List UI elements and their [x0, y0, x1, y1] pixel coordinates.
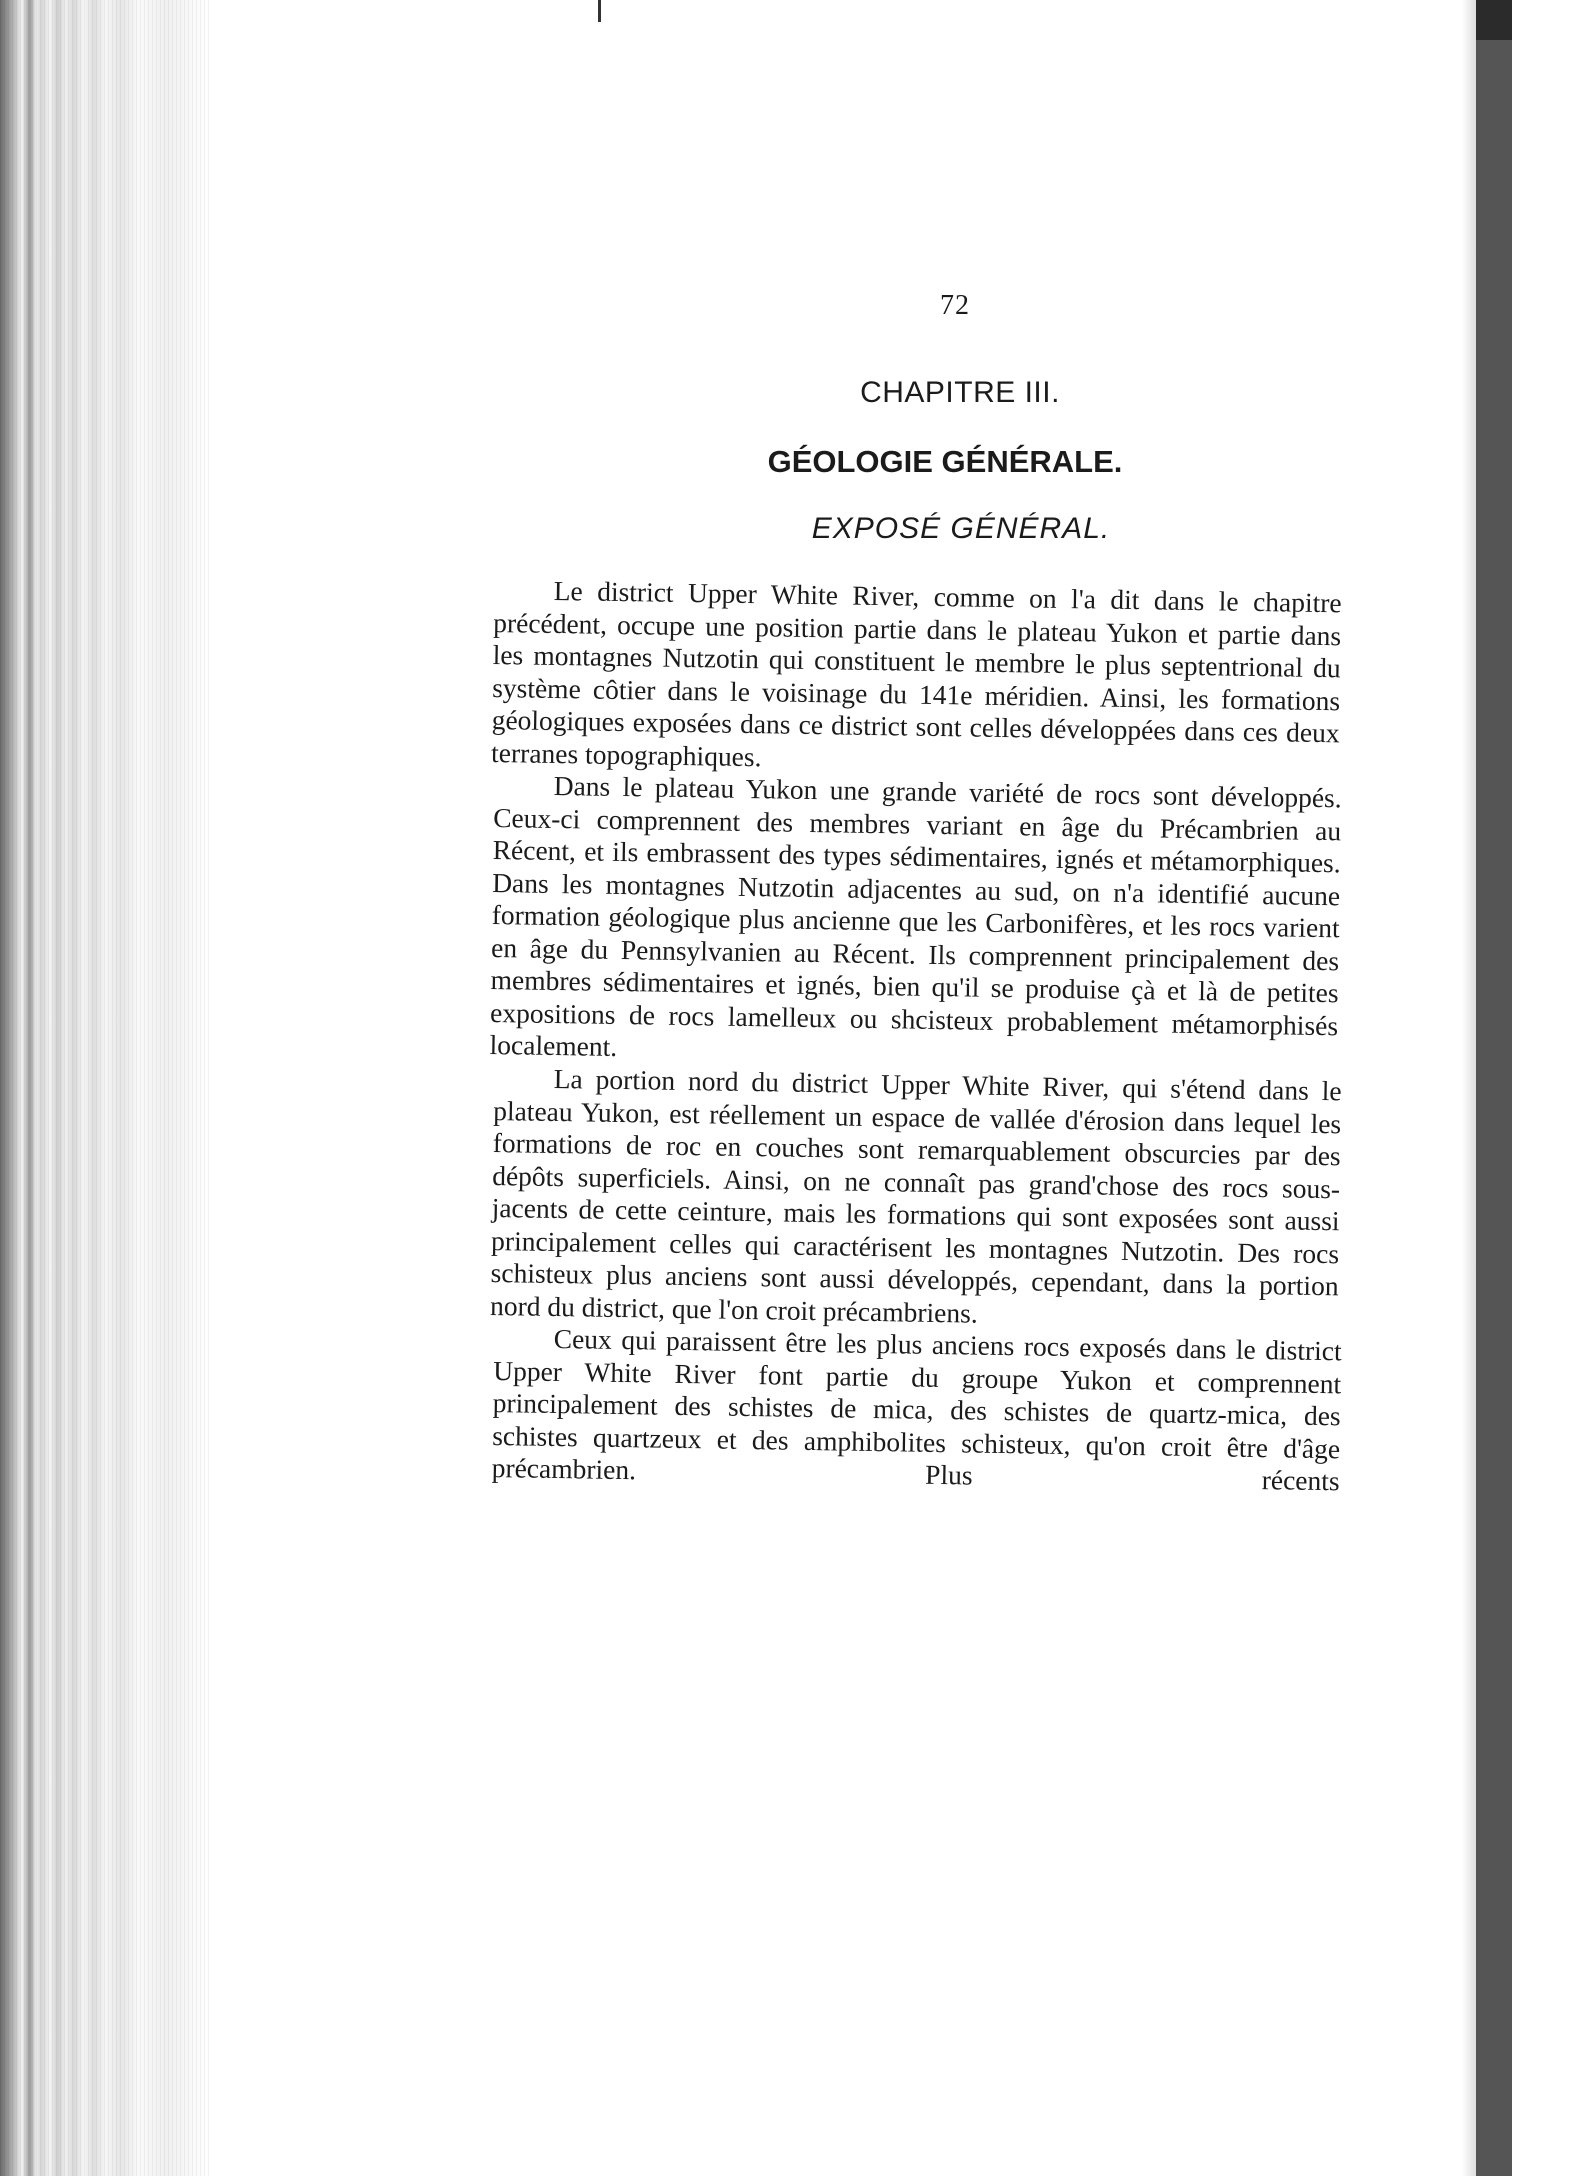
scan-border-top [1476, 0, 1512, 40]
facing-page-edge [1512, 0, 1584, 2176]
paragraph: Dans le plateau Yukon une grande variété de rocs sont développés. Ceux-ci comprennent des membres variant en âge du Précambrien au Récent, et ils embrassent des types sédimentaires, ignés et métamorphiques. Dans les montagnes Nutzotin adjacentes au sud, on n'a identifié aucune formation géologique plus ancienne que les Carbonifères, et les rocs varient en âge du Pennsylvanien au Récent. Ils comprennent principalement des membres sédimentaires et ignés, bien qu'il se produise çà et là de petites expositions de rocs lamelleux ou shcisteux probablement métamorphisés localement. [489, 769, 1342, 1062]
chapter-title: GÉOLOGIE GÉNÉRALE. [767, 444, 1123, 479]
section-title: EXPOSÉ GÉNÉRAL. [811, 512, 1111, 545]
book-page-edges [0, 0, 210, 2176]
paragraph: Ceux qui paraissent être les plus anciens rocs exposés dans le district Upper White River font partie du groupe Yukon et comprennent principalement des schistes de mica, des schistes de quartz-mica, des schistes quartzeux et des amphibolites schisteux, qu'on croit être d'âge précambrien. Plus récents [491, 1322, 1342, 1496]
body-text [489, 574, 1342, 1496]
scan-mark [598, 0, 601, 22]
chapter-heading: CHAPITRE III. [860, 376, 1060, 409]
page-number: 72 [940, 290, 970, 321]
paragraph: La portion nord du district Upper White River, qui s'étend dans le plateau Yukon, est réellement un espace de vallée d'érosion dans lequel les formations de roc en couches sont remarquablement obscurcies par des dépôts superficiels. Ainsi, on ne connaît pas grand'chose des rocs sous-jacents de cette ceinture, mais les formations qui sont exposées sont aussi principalement celles qui caractérisent les montagnes Nutzotin. Des rocs schisteux plus anciens sont aussi développés, cependant, dans la portion nord du district, que l'on croit précambriens. [489, 1062, 1342, 1328]
book-page [489, 290, 1346, 1496]
paragraph: Le district Upper White River, comme on l'a dit dans le chapitre précédent, occupe une position partie dans le plateau Yukon et partie dans les montagnes Nutzotin qui constituent le membre le plus septentrional du système côtier dans le voisinage du 141e méridien. Ainsi, les formations géologiques exposées dans ce district sont celles développées dans ces deux terranes topographiques. [490, 574, 1342, 772]
scan-border [1476, 40, 1512, 2176]
